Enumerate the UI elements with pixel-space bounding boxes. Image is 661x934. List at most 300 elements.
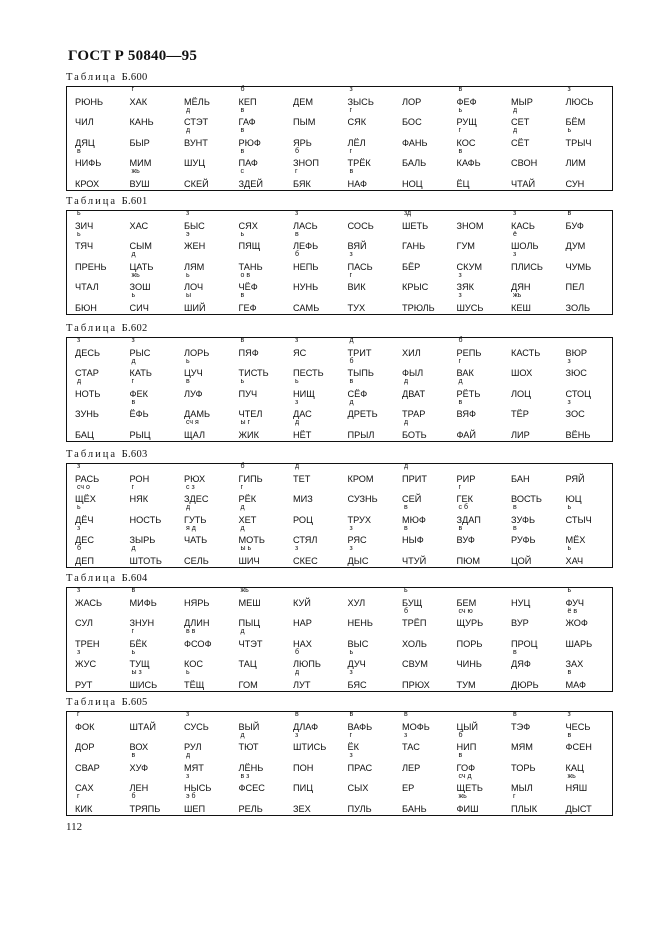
word: МЯМ (511, 742, 533, 752)
table-title (66, 196, 613, 207)
table-cell (67, 733, 122, 754)
word: ДУЧ (347, 659, 366, 669)
table-cell (503, 609, 558, 630)
table-cell (394, 650, 449, 671)
word: ПЮМ (456, 555, 481, 566)
table-row (67, 526, 612, 547)
table-cell (176, 464, 231, 485)
word: ВОСТЬ (511, 494, 542, 504)
table-number: Б.603 (121, 449, 148, 460)
word: ТРЕН (75, 638, 100, 649)
table-cell (122, 420, 177, 441)
table-cell (558, 252, 613, 273)
table-cell (449, 464, 504, 485)
table-cell (503, 420, 558, 441)
word: БУЩ (402, 597, 423, 608)
table-cell (122, 359, 177, 380)
table-cell (503, 252, 558, 273)
table-row (67, 609, 612, 630)
word: ПРЮХ (402, 679, 430, 690)
table-cell (231, 670, 286, 691)
word: ЗИЧ (75, 220, 94, 231)
table-cell (503, 359, 558, 380)
table-cell (122, 774, 177, 795)
table-cell (122, 753, 177, 774)
table-cell (394, 273, 449, 294)
word: КАФЬ (456, 158, 481, 168)
word: ТРЯПЬ (129, 803, 161, 814)
phonetic-mark: сч д (458, 772, 472, 780)
phonetic-mark: з (349, 545, 353, 552)
phonetic-mark: жь (131, 271, 140, 279)
phonetic-mark: с з (186, 483, 195, 491)
word: БЯС (347, 679, 367, 690)
phonetic-mark: д (186, 106, 191, 114)
phonetic-mark: ь (567, 504, 572, 511)
phonetic-mark: ь (77, 504, 81, 511)
table-cell (122, 505, 177, 526)
phonetic-mark: д (295, 419, 300, 426)
word: ПОРЬ (456, 638, 483, 649)
phonetic-mark: з (186, 772, 190, 780)
table-cell (394, 712, 449, 733)
phonetic-mark: ь (458, 106, 463, 114)
phonetic-mark: д (513, 106, 518, 114)
word: ЛЁНЬ (238, 762, 264, 773)
table-row (67, 273, 612, 294)
phonetic-mark: з (77, 337, 81, 344)
phonetic-mark: з (349, 86, 353, 93)
table-cell (285, 588, 340, 609)
table-cell (558, 794, 613, 815)
table-cell (285, 794, 340, 815)
word: ФСЕС (238, 783, 265, 793)
word: СВОН (511, 158, 538, 168)
phonetic-mark: ы з (131, 669, 142, 676)
table-cell (67, 712, 122, 733)
word: ЗЕХ (293, 803, 311, 814)
phonetic-mark: б (349, 357, 354, 365)
table-cell (176, 252, 231, 273)
table-cell (67, 252, 122, 273)
phonetic-mark: д (131, 357, 136, 365)
table-cell (503, 169, 558, 190)
word: ЗОШ (129, 282, 151, 292)
table-cell (449, 149, 504, 170)
word: ХОЛЬ (402, 638, 427, 649)
phonetic-mark: з (77, 648, 81, 656)
table-cell (340, 420, 395, 441)
table-cell (394, 379, 449, 400)
word: СЕЙ (402, 494, 422, 504)
table-cell (449, 794, 504, 815)
word: ЛИМ (565, 158, 586, 168)
table-cell (67, 774, 122, 795)
table-cell (67, 546, 122, 567)
table-cell (449, 232, 504, 253)
word: НУНЬ (293, 282, 319, 292)
word: ВОХ (129, 742, 149, 752)
table-cell (67, 650, 122, 671)
table-cell (67, 338, 122, 359)
word: КРОХ (75, 178, 100, 189)
table-title (66, 449, 613, 460)
table-cell (503, 670, 558, 691)
word: КАТЬ (129, 368, 152, 378)
phonetic-mark: в (240, 127, 245, 134)
phonetic-mark: ь (295, 378, 299, 385)
table-row (67, 149, 612, 170)
word: ШТАЙ (129, 721, 156, 732)
word: ХУФ (129, 762, 149, 773)
word: ЧИЛ (75, 117, 94, 127)
table-cell (231, 232, 286, 253)
word: ДЫС (347, 555, 369, 566)
phonetic-mark: в з (240, 772, 250, 780)
table-cell (231, 485, 286, 506)
table-label: Таблица (66, 72, 118, 83)
table-cell (285, 87, 340, 108)
phonetic-mark: я д (186, 524, 196, 532)
word: ПОН (293, 762, 314, 773)
table-cell (176, 379, 231, 400)
table-number: Б.605 (121, 697, 148, 708)
table-cell (340, 359, 395, 380)
table-row (67, 733, 612, 754)
phonetic-mark: б (458, 337, 463, 344)
phonetic-mark: ь (77, 210, 81, 217)
word: ДЯФ (511, 659, 531, 669)
table-cell (503, 505, 558, 526)
table-cell (285, 169, 340, 190)
phonetic-mark: в (240, 147, 245, 155)
word: БАНЬ (402, 803, 427, 814)
word: РЯС (347, 535, 367, 545)
phonetic-mark: з (77, 463, 81, 470)
phonetic-mark: в в (186, 628, 196, 635)
phonetic-mark: д (404, 463, 409, 470)
phonetic-mark: в (295, 711, 299, 718)
table-cell (67, 293, 122, 314)
word: ГУМ (456, 241, 475, 251)
table-row (67, 753, 612, 774)
table-cell (67, 128, 122, 149)
table-row (67, 774, 612, 795)
word: РЯЙ (565, 473, 585, 484)
table-cell (503, 546, 558, 567)
table-cell (285, 128, 340, 149)
table-cell (558, 87, 613, 108)
word: БЁР (402, 261, 421, 272)
word: ЗДЕЙ (238, 178, 264, 189)
word: ЁК (347, 742, 359, 752)
word: ЗНУН (129, 618, 155, 628)
table-cell (231, 526, 286, 547)
phonetic-mark: з (77, 587, 81, 594)
phonetic-mark: б (240, 463, 245, 470)
table-cell (449, 211, 504, 232)
word: ШТОТЬ (129, 555, 162, 566)
table-cell (340, 400, 395, 421)
word: ТОРЬ (511, 762, 536, 773)
phonetic-mark: д (295, 463, 300, 470)
table-cell (67, 505, 122, 526)
table-cell (394, 252, 449, 273)
word: НОЦ (402, 178, 423, 189)
phonetic-mark: в (404, 711, 408, 718)
word: ТЁР (511, 409, 529, 419)
table-cell (231, 464, 286, 485)
table-cell (503, 232, 558, 253)
phonetic-mark: д (240, 628, 245, 635)
phonetic-mark: в (513, 711, 517, 718)
table-cell (394, 733, 449, 754)
word: ЛЮСЬ (565, 96, 594, 107)
table-row (67, 128, 612, 149)
word: ДРЕТЬ (347, 409, 378, 419)
phonetic-mark: б (295, 147, 300, 155)
word: ГОМ (238, 679, 258, 690)
word: ПАФ (238, 158, 258, 168)
table-cell (449, 273, 504, 294)
word: ДУМ (565, 241, 586, 251)
table-cell (122, 670, 177, 691)
table-cell (340, 505, 395, 526)
table-cell (231, 87, 286, 108)
word: ДЕМ (293, 96, 314, 107)
table-cell (449, 338, 504, 359)
word: ФСЕН (565, 742, 592, 752)
table-cell (449, 609, 504, 630)
table-cell (394, 588, 449, 609)
table-cell (558, 108, 613, 129)
phonetic-mark: г (349, 106, 353, 114)
phonetic-mark: б (77, 545, 82, 552)
table-cell (67, 794, 122, 815)
word: ЗЯК (456, 282, 474, 292)
table-cell (394, 609, 449, 630)
phonetic-mark: в (567, 210, 572, 217)
word: ШУСЬ (456, 302, 484, 313)
phonetic-mark: з (404, 731, 408, 739)
table-cell (176, 505, 231, 526)
phonetic-mark: г (513, 793, 516, 800)
word: РАСЬ (75, 473, 100, 484)
word: ЗЫРЬ (129, 535, 156, 545)
word: РЫЦ (129, 429, 151, 440)
table-cell (449, 753, 504, 774)
word: СКУМ (456, 261, 483, 272)
word: НАФ (347, 178, 367, 189)
table-cell (176, 712, 231, 733)
word: НЫСЬ (184, 783, 212, 793)
table-cell (122, 650, 177, 671)
table-cell (67, 211, 122, 232)
table-cell (503, 464, 558, 485)
table-cell (285, 338, 340, 359)
phonetic-mark: з (567, 398, 571, 406)
phonetic-mark: г (131, 86, 135, 93)
word: СТАР (75, 368, 99, 378)
word: ДВАТ (402, 388, 426, 399)
table-cell (558, 650, 613, 671)
word: ЛУФ (184, 388, 203, 399)
table-cell (122, 149, 177, 170)
word: ПЛИСЬ (511, 261, 543, 272)
phonetic-mark: жь (240, 587, 249, 594)
phonetic-mark: ь (131, 292, 136, 299)
word: ВУФ (456, 535, 475, 545)
word: ТАНЬ (238, 261, 263, 272)
phonetic-mark: з (295, 731, 299, 739)
table-cell (285, 252, 340, 273)
table-cell (558, 400, 613, 421)
table-cell (285, 774, 340, 795)
table-row (67, 650, 612, 671)
table-cell (394, 505, 449, 526)
word: ТЕТ (293, 473, 311, 484)
word: СВУМ (402, 659, 428, 669)
phonetic-mark: д (404, 378, 409, 385)
phonetic-mark: з (567, 711, 571, 718)
table-cell (176, 588, 231, 609)
phonetic-mark: г (77, 711, 80, 718)
word: МЫР (511, 96, 533, 107)
phonetic-mark: з (295, 398, 299, 406)
phonetic-mark: з (77, 524, 81, 532)
table-cell (176, 169, 231, 190)
table-label: Таблица (66, 697, 118, 708)
phonetic-mark: с б (458, 504, 468, 511)
table-cell (231, 588, 286, 609)
table-cell (558, 420, 613, 441)
table-cell (67, 629, 122, 650)
phonetic-mark: ы ь (240, 545, 252, 552)
table-cell (176, 485, 231, 506)
table-cell (67, 526, 122, 547)
word: ДЕСЬ (75, 347, 101, 358)
table-cell (394, 485, 449, 506)
word: СТЫЧ (565, 514, 592, 525)
table-cell (122, 464, 177, 485)
table-cell (558, 128, 613, 149)
word: ЗНОП (293, 158, 319, 168)
table-cell (285, 526, 340, 547)
phonetic-mark: жь (458, 793, 467, 800)
phonetic-mark: з (295, 337, 299, 344)
table-cell (558, 753, 613, 774)
word: ТУЩ (129, 659, 150, 669)
word: МЮФ (402, 514, 426, 525)
word: КАСЬ (511, 220, 535, 231)
word: МЁЛЬ (184, 96, 210, 107)
table-cell (67, 108, 122, 129)
phonetic-mark: з (567, 357, 571, 365)
phonetic-mark: б (240, 86, 245, 93)
table-cell (503, 753, 558, 774)
phonetic-mark: ь (186, 357, 190, 365)
word: ПУЧ (238, 388, 258, 399)
word: ВЯЙ (347, 241, 367, 251)
phonetic-mark: ё в (567, 607, 578, 615)
phonetic-mark: б (295, 648, 300, 656)
word: НЯК (129, 494, 149, 504)
phonetic-mark: в (513, 524, 517, 532)
word: ШТИСЬ (293, 742, 327, 752)
word: ДЕС (75, 535, 94, 545)
word: ЦЫЙ (456, 721, 479, 732)
table-number: Б.602 (121, 323, 148, 334)
word: ГЕФ (238, 302, 257, 313)
table-cell (340, 546, 395, 567)
word: ЗУНЬ (75, 409, 99, 419)
word: ЖУС (75, 659, 97, 669)
table-cell (176, 420, 231, 441)
table-cell (449, 87, 504, 108)
table-cell (122, 273, 177, 294)
word: ДОР (75, 742, 95, 752)
word-table (66, 697, 613, 816)
table-cell (340, 464, 395, 485)
table-cell (394, 670, 449, 691)
table-cell (394, 359, 449, 380)
word: РУЩ (456, 117, 477, 127)
table-cell (558, 485, 613, 506)
table-cell (176, 128, 231, 149)
word: СТЭТ (184, 117, 209, 127)
phonetic-mark: в (349, 711, 354, 718)
word: БАН (511, 473, 530, 484)
table-cell (67, 359, 122, 380)
table-cell (122, 712, 177, 733)
word: ГАФ (238, 117, 256, 127)
table-frame (66, 463, 613, 568)
table-cell (558, 712, 613, 733)
word: ШИЧ (238, 555, 260, 566)
table-cell (67, 485, 122, 506)
word: ЛУТ (293, 679, 311, 690)
word: РУФЬ (511, 535, 536, 545)
phonetic-mark: в (240, 337, 245, 344)
phonetic-mark: ь (567, 545, 572, 552)
table-cell (558, 149, 613, 170)
word: БЮН (75, 302, 97, 313)
table-cell (122, 609, 177, 630)
phonetic-mark: зд (404, 210, 412, 217)
table-cell (285, 232, 340, 253)
table-cell (449, 546, 504, 567)
table-row (67, 794, 612, 815)
word: ДЕП (75, 555, 94, 566)
table-cell (285, 359, 340, 380)
table-cell (176, 526, 231, 547)
table-cell (449, 420, 504, 441)
table-cell (394, 232, 449, 253)
phonetic-mark: з (458, 271, 462, 279)
phonetic-mark: в (404, 504, 408, 511)
word: НЯШ (565, 783, 588, 793)
word: БЕМ (456, 597, 477, 608)
phonetic-mark: сч ю (458, 607, 473, 615)
table-cell (503, 588, 558, 609)
table-cell (231, 794, 286, 815)
table-cell (122, 400, 177, 421)
word: ФЫЛ (402, 368, 424, 378)
table-label: Таблица (66, 196, 118, 207)
phonetic-mark: б (458, 731, 463, 739)
table-cell (231, 338, 286, 359)
table-cell (503, 293, 558, 314)
